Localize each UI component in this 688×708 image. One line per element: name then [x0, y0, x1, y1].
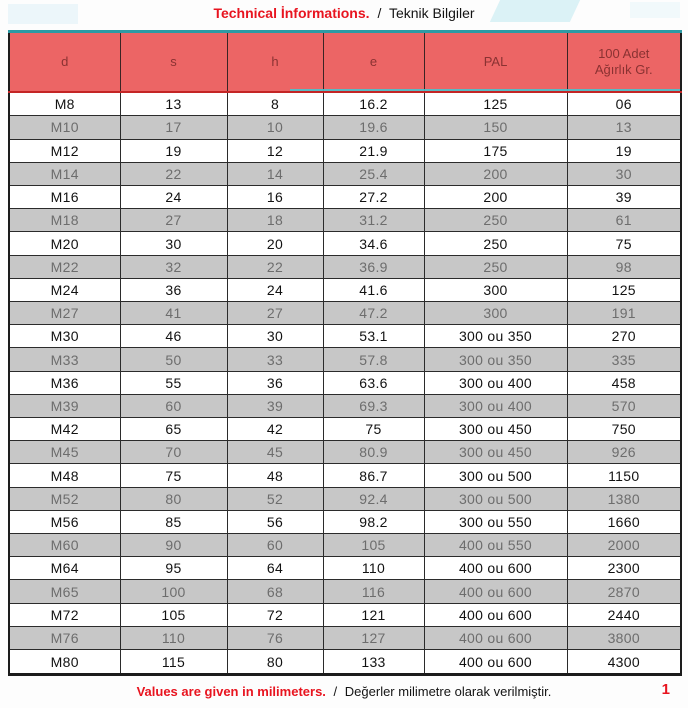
- table-cell: 75: [120, 464, 227, 487]
- table-cell: 32: [120, 255, 227, 278]
- table-cell: 458: [567, 371, 681, 394]
- table-cell: 80.9: [323, 441, 424, 464]
- table-cell: 22: [120, 162, 227, 185]
- table-cell: M8: [9, 92, 120, 116]
- table-cell: 335: [567, 348, 681, 371]
- table-cell: 22: [227, 255, 323, 278]
- table-row: [9, 464, 681, 487]
- table-cell: 24: [120, 186, 227, 209]
- page-title: [0, 5, 688, 21]
- table-row: [9, 557, 681, 580]
- table-cell: 13: [567, 116, 681, 139]
- footer-turkish: Değerler milimetre olarak verilmiştir.: [344, 684, 552, 699]
- table-cell: 4300: [567, 650, 681, 675]
- table-row: [9, 580, 681, 603]
- table-row: [9, 325, 681, 348]
- table-cell: M72: [9, 603, 120, 626]
- table-cell: 105: [323, 534, 424, 557]
- table-cell: 150: [424, 116, 567, 139]
- table-cell: 2870: [567, 580, 681, 603]
- table-cell: 200: [424, 162, 567, 185]
- table-cell: 400 ou 600: [424, 603, 567, 626]
- table-body: [9, 92, 681, 675]
- table-cell: 27: [120, 209, 227, 232]
- table-cell: 250: [424, 255, 567, 278]
- table-cell: 133: [323, 650, 424, 675]
- table-cell: 24: [227, 278, 323, 301]
- table-row: [9, 116, 681, 139]
- table-cell: M22: [9, 255, 120, 278]
- table-cell: 21.9: [323, 139, 424, 162]
- table-row: [9, 232, 681, 255]
- table-cell: M16: [9, 186, 120, 209]
- table-cell: M24: [9, 278, 120, 301]
- table-cell: M65: [9, 580, 120, 603]
- table-cell: 33: [227, 348, 323, 371]
- table-cell: 30: [120, 232, 227, 255]
- table-row: [9, 603, 681, 626]
- table-row: [9, 394, 681, 417]
- table-cell: 72: [227, 603, 323, 626]
- table-cell: 36.9: [323, 255, 424, 278]
- table-row: [9, 186, 681, 209]
- table-cell: M20: [9, 232, 120, 255]
- table-cell: 400 ou 600: [424, 650, 567, 675]
- table-cell: M64: [9, 557, 120, 580]
- table-row: [9, 348, 681, 371]
- table-cell: 64: [227, 557, 323, 580]
- footer-english: Values are given in milimeters.: [136, 684, 326, 699]
- table-cell: 19.6: [323, 116, 424, 139]
- table-row: [9, 626, 681, 649]
- table-cell: 36: [227, 371, 323, 394]
- table-cell: 48: [227, 464, 323, 487]
- table-cell: 46: [120, 325, 227, 348]
- table-cell: 63.6: [323, 371, 424, 394]
- table-cell: M76: [9, 626, 120, 649]
- title-separator: /: [377, 5, 382, 21]
- scan-artifact-cyan-line: [290, 89, 680, 91]
- table-cell: 98.2: [323, 510, 424, 533]
- table-cell: 31.2: [323, 209, 424, 232]
- table-cell: M39: [9, 394, 120, 417]
- table-cell: 300 ou 400: [424, 371, 567, 394]
- table-cell: M36: [9, 371, 120, 394]
- table-cell: 27: [227, 302, 323, 325]
- column-header-s: s: [120, 32, 227, 93]
- table-cell: 36: [120, 278, 227, 301]
- table-cell: 50: [120, 348, 227, 371]
- table-cell: 115: [120, 650, 227, 675]
- table-cell: M33: [9, 348, 120, 371]
- table-cell: 95: [120, 557, 227, 580]
- table-cell: 570: [567, 394, 681, 417]
- table-cell: 3800: [567, 626, 681, 649]
- table-cell: 65: [120, 418, 227, 441]
- table-cell: 300 ou 450: [424, 418, 567, 441]
- table-cell: 400 ou 600: [424, 626, 567, 649]
- table-cell: 12: [227, 139, 323, 162]
- table-cell: M42: [9, 418, 120, 441]
- table-row: [9, 441, 681, 464]
- table-row: [9, 255, 681, 278]
- table-cell: 16: [227, 186, 323, 209]
- table-cell: 125: [567, 278, 681, 301]
- technical-data-table: [8, 30, 682, 676]
- table-cell: 200: [424, 186, 567, 209]
- table-cell: 300 ou 400: [424, 394, 567, 417]
- table-cell: 20: [227, 232, 323, 255]
- table-cell: 57.8: [323, 348, 424, 371]
- table-row: [9, 534, 681, 557]
- table-cell: 110: [323, 557, 424, 580]
- table-cell: 270: [567, 325, 681, 348]
- table-cell: 1380: [567, 487, 681, 510]
- table-cell: 47.2: [323, 302, 424, 325]
- table-row: [9, 371, 681, 394]
- table-cell: 14: [227, 162, 323, 185]
- footer-separator: /: [333, 684, 338, 699]
- table-cell: 53.1: [323, 325, 424, 348]
- table-cell: 60: [227, 534, 323, 557]
- table-cell: 105: [120, 603, 227, 626]
- table-cell: M18: [9, 209, 120, 232]
- table-cell: 2000: [567, 534, 681, 557]
- table-cell: 250: [424, 209, 567, 232]
- table-row: [9, 209, 681, 232]
- table-cell: 41.6: [323, 278, 424, 301]
- table-row: [9, 92, 681, 116]
- table-cell: 300: [424, 278, 567, 301]
- table-cell: 100: [120, 580, 227, 603]
- table-cell: 926: [567, 441, 681, 464]
- table-cell: 41: [120, 302, 227, 325]
- table-cell: 1150: [567, 464, 681, 487]
- table-cell: 61: [567, 209, 681, 232]
- table-cell: 42: [227, 418, 323, 441]
- table-header-row: [9, 32, 681, 93]
- column-header-weight: 100 Adet Ağırlık Gr.: [567, 32, 681, 93]
- table-cell: 2440: [567, 603, 681, 626]
- table-cell: 400 ou 550: [424, 534, 567, 557]
- table-cell: 92.4: [323, 487, 424, 510]
- table-cell: 80: [227, 650, 323, 675]
- table-cell: 98: [567, 255, 681, 278]
- table-cell: 68: [227, 580, 323, 603]
- table-cell: 60: [120, 394, 227, 417]
- table-cell: M12: [9, 139, 120, 162]
- table-cell: 127: [323, 626, 424, 649]
- column-header-d: d: [9, 32, 120, 93]
- table-cell: M45: [9, 441, 120, 464]
- table-cell: 76: [227, 626, 323, 649]
- table-cell: M56: [9, 510, 120, 533]
- table-cell: M10: [9, 116, 120, 139]
- table-cell: 19: [120, 139, 227, 162]
- table-cell: 90: [120, 534, 227, 557]
- table-cell: M80: [9, 650, 120, 675]
- table-cell: 300 ou 500: [424, 487, 567, 510]
- table-cell: 85: [120, 510, 227, 533]
- table-cell: 56: [227, 510, 323, 533]
- table-cell: 70: [120, 441, 227, 464]
- table-row: [9, 487, 681, 510]
- table-cell: 300: [424, 302, 567, 325]
- table-cell: 125: [424, 92, 567, 116]
- table-row: [9, 162, 681, 185]
- table-cell: 121: [323, 603, 424, 626]
- table-cell: M27: [9, 302, 120, 325]
- table-cell: 19: [567, 139, 681, 162]
- table-cell: 06: [567, 92, 681, 116]
- table-cell: 1660: [567, 510, 681, 533]
- table-cell: 300 ou 550: [424, 510, 567, 533]
- table-cell: 13: [120, 92, 227, 116]
- table-cell: M60: [9, 534, 120, 557]
- table-cell: 30: [227, 325, 323, 348]
- table-cell: 400 ou 600: [424, 580, 567, 603]
- table-cell: 34.6: [323, 232, 424, 255]
- column-header-pal: PAL: [424, 32, 567, 93]
- table-row: [9, 650, 681, 675]
- table-cell: 75: [567, 232, 681, 255]
- table-cell: 110: [120, 626, 227, 649]
- table-cell: 39: [227, 394, 323, 417]
- table-row: [9, 302, 681, 325]
- footer-note: [0, 684, 688, 699]
- table-cell: 300 ou 500: [424, 464, 567, 487]
- table-cell: 18: [227, 209, 323, 232]
- table-cell: 86.7: [323, 464, 424, 487]
- table-cell: M14: [9, 162, 120, 185]
- table-cell: 75: [323, 418, 424, 441]
- table-cell: 300 ou 450: [424, 441, 567, 464]
- page-number: 1: [661, 681, 670, 698]
- table-cell: 55: [120, 371, 227, 394]
- column-header-h: h: [227, 32, 323, 93]
- table-row: [9, 278, 681, 301]
- table-cell: 750: [567, 418, 681, 441]
- table-cell: 39: [567, 186, 681, 209]
- table-cell: 16.2: [323, 92, 424, 116]
- table-cell: 17: [120, 116, 227, 139]
- table-cell: 191: [567, 302, 681, 325]
- table-row: [9, 418, 681, 441]
- table-cell: 25.4: [323, 162, 424, 185]
- table-cell: 8: [227, 92, 323, 116]
- table-cell: 10: [227, 116, 323, 139]
- table-cell: 27.2: [323, 186, 424, 209]
- table-cell: 52: [227, 487, 323, 510]
- title-turkish: Teknik Bilgiler: [388, 5, 475, 21]
- table-cell: M48: [9, 464, 120, 487]
- table-cell: M30: [9, 325, 120, 348]
- table-header: [9, 32, 681, 93]
- table-cell: 2300: [567, 557, 681, 580]
- table-cell: 80: [120, 487, 227, 510]
- column-header-e: e: [323, 32, 424, 93]
- table-row: [9, 510, 681, 533]
- table-cell: 45: [227, 441, 323, 464]
- table-cell: 250: [424, 232, 567, 255]
- table-cell: 400 ou 600: [424, 557, 567, 580]
- table-cell: 69.3: [323, 394, 424, 417]
- table-cell: 175: [424, 139, 567, 162]
- table-cell: 300 ou 350: [424, 325, 567, 348]
- table-row: [9, 139, 681, 162]
- title-english: Technical İnformations.: [213, 5, 370, 21]
- table-cell: M52: [9, 487, 120, 510]
- table-cell: 30: [567, 162, 681, 185]
- table-cell: 300 ou 350: [424, 348, 567, 371]
- table-cell: 116: [323, 580, 424, 603]
